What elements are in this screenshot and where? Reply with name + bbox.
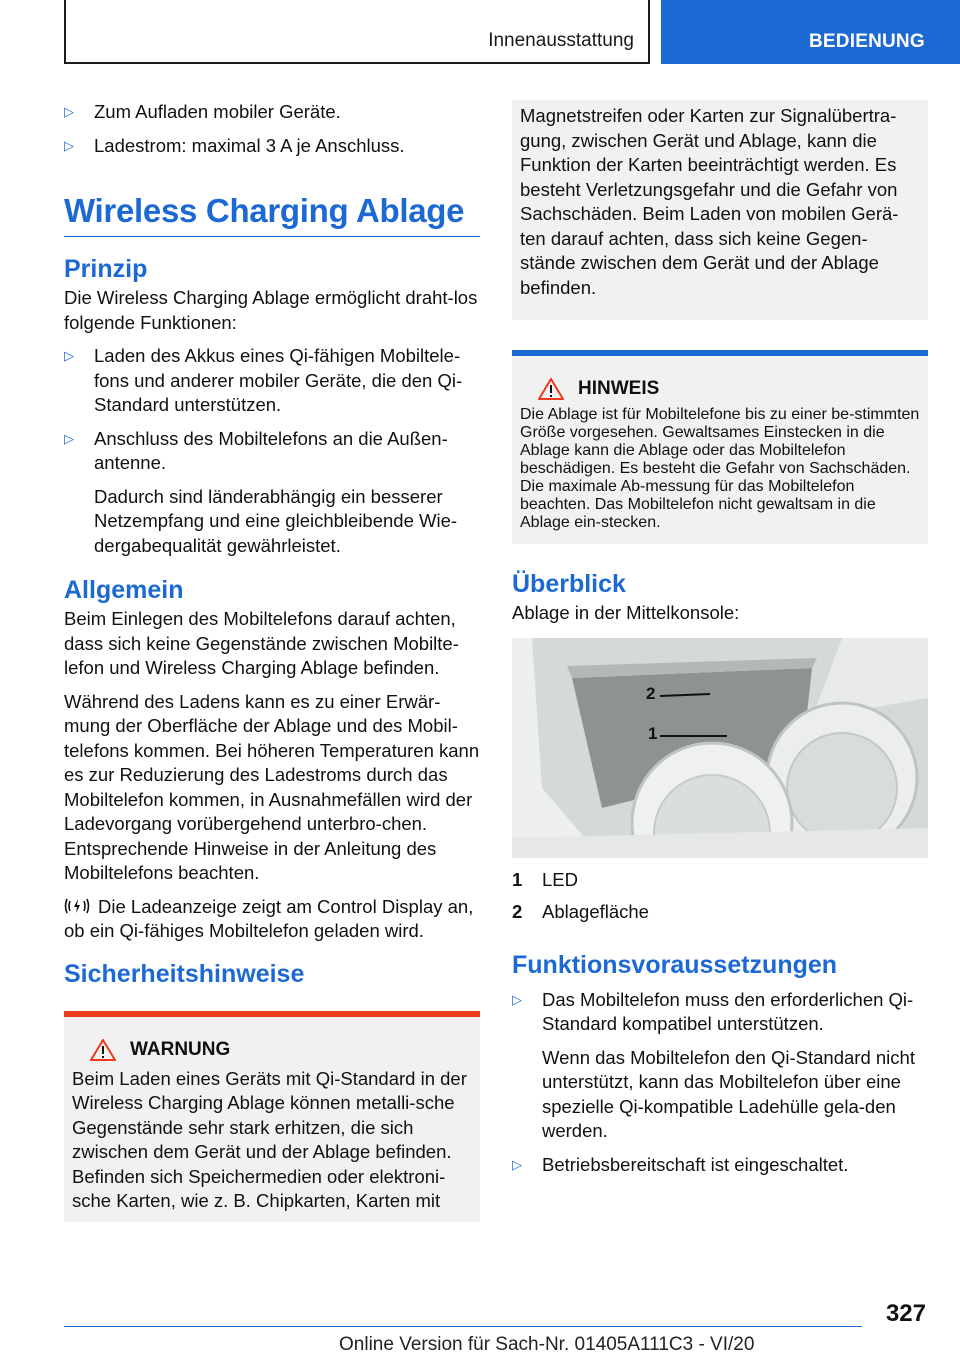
header-chapter-tab: [661, 0, 960, 64]
paragraph: Dadurch sind länderabhängig ein besserer Netzempfang und eine gleichbleibende Wie-dergabequalität gewährleistet.: [94, 485, 458, 556]
page-number: 327: [885, 1300, 926, 1327]
notice-box: [512, 350, 928, 544]
bullet-triangle-icon: ▷: [64, 348, 74, 363]
legend-number: 1: [512, 868, 523, 890]
notice-label: HINWEIS: [578, 378, 660, 399]
heading-prinzip: Prinzip: [64, 255, 148, 283]
bullet-triangle-icon: ▷: [64, 430, 74, 446]
page-title: Wireless Charging Ablage: [64, 192, 480, 237]
legend-number: 2: [512, 901, 523, 922]
bullet-triangle-icon: ▷: [512, 991, 522, 1007]
warning-triangle-icon: [90, 1039, 116, 1061]
paragraph: Ablage in der Mittelkonsole:: [512, 602, 740, 623]
bullet-triangle-icon: ▷: [64, 137, 74, 153]
legend-text: Ablagefläche: [542, 901, 649, 922]
warning-text: Beim Laden eines Geräts mit Qi-Standard in der Wireless Charging Ablage können metalli-sche Gegenstände sehr stark erhitzen, die sich zwischen dem Gerät und der Ablage befinden. Befinden sich Speichermedien oder elektroni-sche Karten, wie z. B. Chipkarten, Karten mit: [72, 1067, 467, 1211]
heading-funktionsvoraussetzungen: Funktionsvoraussetzungen: [512, 950, 838, 979]
warning-box-continued: [512, 100, 928, 320]
paragraph: Beim Einlegen des Mobiltelefons darauf achten, dass sich keine Gegenstände zwischen Mobilte-lefon und Wireless Charging Ablage befinden.: [64, 608, 459, 678]
bullet-triangle-icon: ▷: [64, 104, 74, 119]
warning-header: [72, 1039, 472, 1061]
heading-allgemein: Allgemein: [64, 576, 184, 604]
header-section-box: [64, 0, 650, 64]
list-item: ▷ Das Mobiltelefon muss den erforderlichen Qi-Standard kompatibel unterstützen.: [512, 988, 914, 1034]
legend-item: [512, 900, 928, 925]
paragraph: Während des Ladens kann es zu einer Erwär-mung der Oberfläche der Ablage und des Mobil-telefons kommen. Bei höheren Temperaturen kann es zur Reduzierung des Ladestroms durch das Mobiltelefon kommen, in Ausnahmefällen wird der Ladevorgang vorübergehend unterbro-chen. Entsprechende Hinweise in der Anleitung des Mobiltelefons beachten.: [64, 690, 480, 883]
legend-text: LED: [542, 868, 578, 890]
list-item: ▷ Betriebsbereitschaft ist eingeschaltet.: [512, 1153, 928, 1178]
warning-box: [64, 1011, 480, 1222]
header-section-title: Innenausstattung: [488, 30, 634, 51]
list-item: ▷ Anschluss des Mobiltelefons an die Außen-antenne.: [64, 427, 448, 473]
bullet-triangle-icon: ▷: [512, 1156, 522, 1172]
list-item: ▷ Ladestrom: maximal 3 A je Anschluss.: [64, 134, 480, 159]
paragraph: Die Wireless Charging Ablage ermöglicht draht-los folgende Funktionen:: [64, 287, 478, 333]
footer-text: Online Version für Sach-Nr. 01405A111C3 - VI/20: [339, 1334, 755, 1355]
wireless-charging-icon: [64, 896, 90, 916]
console-tray-image: [512, 638, 928, 858]
heading-ueberblick: Überblick: [512, 570, 626, 598]
warning-label: WARNUNG: [130, 1038, 231, 1060]
header-chapter-title: BEDIENUNG: [809, 31, 925, 52]
warning-triangle-icon: [538, 378, 564, 400]
figure-label-2: 2: [646, 683, 656, 703]
notice-text: Die Ablage ist für Mobiltelefone bis zu einer be-stimmten Größe vorgesehen. Gewaltsames Einstecken in die Ablage kann die Ablage oder das Mobiltelefon beschädigen. Es besteht die Gefahr von Sachschäden. Die maximale Ab-messung für das Mobiltelefon beachten. Das Mobiltelefon nicht gewaltsam in die Ablage ein-stecken.: [520, 406, 920, 531]
heading-sicherheitshinweise: Sicherheitshinweise: [64, 959, 305, 988]
list-item: ▷ Zum Aufladen mobiler Geräte.: [64, 100, 480, 125]
warning-text: Magnetstreifen oder Karten zur Signalübertra-gung, zwischen Gerät und Ablage, kann die Funktion der Karten beeinträchtigt werden. Es besteht Verletzungsgefahr und die Gefahr von Sachschäden. Beim Laden von mobilen Gerä-ten darauf achten, dass sich keine Gegen-stände zwischen dem Gerät und der Ablage befinden.: [520, 105, 899, 298]
right-column: [512, 100, 928, 1186]
footer-divider: [64, 1326, 862, 1327]
legend-item: [512, 868, 928, 893]
paragraph: Die Ladeanzeige zeigt am Control Display an, ob ein Qi-fähiges Mobiltelefon geladen wird.: [64, 895, 474, 941]
notice-header: [520, 378, 920, 400]
figure-label-1: 1: [648, 723, 658, 743]
paragraph: Wenn das Mobiltelefon den Qi-Standard nicht unterstützt, kann das Mobiltelefon über eine spezielle Qi-kompatible Ladehülle gela-den werden.: [542, 1046, 915, 1141]
console-tray-illustration: [512, 638, 928, 858]
left-column: [64, 100, 480, 1222]
list-item: ▷ Laden des Akkus eines Qi-fähigen Mobiltele-fons und anderer mobiler Geräte, die den Qi-Standard unterstützen.: [64, 345, 463, 415]
